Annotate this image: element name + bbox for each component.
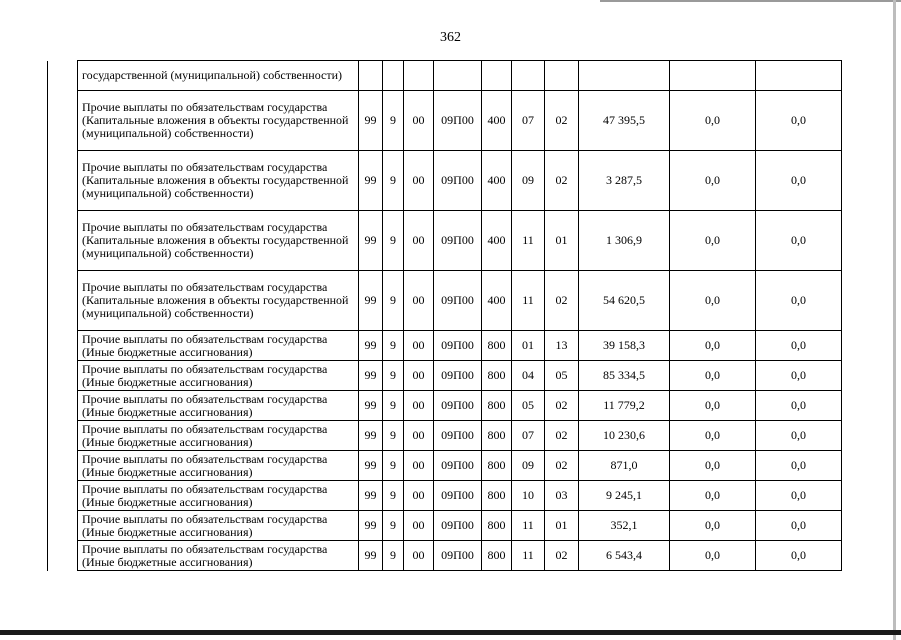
empty-cell — [383, 61, 404, 91]
amount-cell: 0,0 — [670, 211, 756, 271]
row-name: Прочие выплаты по обязательствам государства (Капитальные вложения в объекты государственной (муниципальной) собственности) — [78, 91, 359, 151]
margin-cell — [48, 361, 78, 391]
code-cell: 800 — [482, 511, 512, 541]
code-cell: 99 — [359, 151, 383, 211]
row-name: Прочие выплаты по обязательствам государства (Иные бюджетные ассигнования) — [78, 361, 359, 391]
margin-cell — [48, 61, 78, 91]
table-row — [48, 151, 842, 211]
row-name: Прочие выплаты по обязательствам государства (Иные бюджетные ассигнования) — [78, 481, 359, 511]
amount-cell: 0,0 — [756, 511, 842, 541]
code-cell: 800 — [482, 361, 512, 391]
amount-cell: 39 158,3 — [579, 331, 670, 361]
row-name: Прочие выплаты по обязательствам государства (Иные бюджетные ассигнования) — [78, 421, 359, 451]
code-cell: 02 — [545, 151, 579, 211]
empty-cell — [482, 61, 512, 91]
row-name: Прочие выплаты по обязательствам государства (Капитальные вложения в объекты государственной (муниципальной) собственности) — [78, 151, 359, 211]
margin-cell — [48, 481, 78, 511]
code-cell: 99 — [359, 421, 383, 451]
code-cell: 00 — [404, 151, 434, 211]
code-cell: 00 — [404, 541, 434, 571]
scan-right-edge — [893, 0, 896, 640]
code-cell: 09П00 — [434, 331, 482, 361]
amount-cell: 0,0 — [670, 451, 756, 481]
code-cell: 02 — [545, 451, 579, 481]
code-cell: 400 — [482, 151, 512, 211]
code-cell: 00 — [404, 451, 434, 481]
empty-cell — [756, 61, 842, 91]
code-cell: 07 — [512, 91, 545, 151]
amount-cell: 0,0 — [756, 451, 842, 481]
code-cell: 02 — [545, 541, 579, 571]
amount-cell: 0,0 — [756, 421, 842, 451]
amount-cell: 0,0 — [670, 541, 756, 571]
row-name: Прочие выплаты по обязательствам государства (Иные бюджетные ассигнования) — [78, 541, 359, 571]
code-cell: 00 — [404, 331, 434, 361]
code-cell: 800 — [482, 451, 512, 481]
code-cell: 99 — [359, 271, 383, 331]
amount-cell: 47 395,5 — [579, 91, 670, 151]
amount-cell: 0,0 — [756, 541, 842, 571]
table-row — [48, 481, 842, 511]
code-cell: 99 — [359, 511, 383, 541]
code-cell: 00 — [404, 211, 434, 271]
code-cell: 800 — [482, 391, 512, 421]
code-cell: 07 — [512, 421, 545, 451]
table-row — [48, 331, 842, 361]
code-cell: 9 — [383, 91, 404, 151]
code-cell: 02 — [545, 421, 579, 451]
code-cell: 400 — [482, 271, 512, 331]
amount-cell: 0,0 — [670, 151, 756, 211]
margin-cell — [48, 211, 78, 271]
amount-cell: 0,0 — [670, 421, 756, 451]
code-cell: 9 — [383, 331, 404, 361]
code-cell: 01 — [545, 511, 579, 541]
code-cell: 11 — [512, 511, 545, 541]
code-cell: 09П00 — [434, 91, 482, 151]
code-cell: 09П00 — [434, 541, 482, 571]
amount-cell: 0,0 — [670, 511, 756, 541]
code-cell: 05 — [545, 361, 579, 391]
code-cell: 01 — [512, 331, 545, 361]
row-name: Прочие выплаты по обязательствам государства (Иные бюджетные ассигнования) — [78, 391, 359, 421]
amount-cell: 0,0 — [670, 361, 756, 391]
code-cell: 09 — [512, 451, 545, 481]
code-cell: 09П00 — [434, 391, 482, 421]
code-cell: 09П00 — [434, 481, 482, 511]
code-cell: 9 — [383, 481, 404, 511]
page-number: 362 — [440, 30, 461, 45]
table-row — [48, 511, 842, 541]
table-row — [48, 211, 842, 271]
code-cell: 11 — [512, 271, 545, 331]
code-cell: 800 — [482, 481, 512, 511]
code-cell: 13 — [545, 331, 579, 361]
amount-cell: 9 245,1 — [579, 481, 670, 511]
code-cell: 800 — [482, 541, 512, 571]
code-cell: 9 — [383, 451, 404, 481]
amount-cell: 0,0 — [670, 481, 756, 511]
margin-cell — [48, 511, 78, 541]
empty-cell — [434, 61, 482, 91]
amount-cell: 6 543,4 — [579, 541, 670, 571]
amount-cell: 85 334,5 — [579, 361, 670, 391]
amount-cell: 10 230,6 — [579, 421, 670, 451]
table-row — [48, 541, 842, 571]
code-cell: 9 — [383, 211, 404, 271]
code-cell: 00 — [404, 391, 434, 421]
empty-cell — [670, 61, 756, 91]
scan-top-edge — [600, 0, 901, 2]
amount-cell: 0,0 — [756, 211, 842, 271]
table-row-continuation — [48, 61, 842, 91]
code-cell: 09П00 — [434, 511, 482, 541]
amount-cell: 0,0 — [756, 391, 842, 421]
code-cell: 99 — [359, 91, 383, 151]
code-cell: 02 — [545, 91, 579, 151]
amount-cell: 3 287,5 — [579, 151, 670, 211]
empty-cell — [404, 61, 434, 91]
empty-cell — [579, 61, 670, 91]
scan-bottom-edge — [0, 630, 901, 635]
code-cell: 00 — [404, 511, 434, 541]
code-cell: 11 — [512, 211, 545, 271]
code-cell: 99 — [359, 541, 383, 571]
code-cell: 99 — [359, 211, 383, 271]
margin-cell — [48, 271, 78, 331]
code-cell: 02 — [545, 391, 579, 421]
code-cell: 00 — [404, 91, 434, 151]
code-cell: 09П00 — [434, 421, 482, 451]
code-cell: 400 — [482, 211, 512, 271]
amount-cell: 0,0 — [756, 481, 842, 511]
table-row — [48, 91, 842, 151]
code-cell: 99 — [359, 481, 383, 511]
margin-cell — [48, 451, 78, 481]
table-row — [48, 421, 842, 451]
amount-cell: 352,1 — [579, 511, 670, 541]
code-cell: 00 — [404, 421, 434, 451]
empty-cell — [359, 61, 383, 91]
code-cell: 01 — [545, 211, 579, 271]
amount-cell: 1 306,9 — [579, 211, 670, 271]
amount-cell: 11 779,2 — [579, 391, 670, 421]
table-body — [48, 61, 842, 571]
margin-cell — [48, 331, 78, 361]
code-cell: 04 — [512, 361, 545, 391]
code-cell: 9 — [383, 271, 404, 331]
row-name: государственной (муниципальной) собственности) — [78, 61, 359, 91]
code-cell: 02 — [545, 271, 579, 331]
budget-table — [47, 60, 842, 571]
code-cell: 99 — [359, 451, 383, 481]
table-row — [48, 361, 842, 391]
margin-cell — [48, 391, 78, 421]
amount-cell: 0,0 — [756, 271, 842, 331]
amount-cell: 0,0 — [670, 271, 756, 331]
row-name: Прочие выплаты по обязательствам государства (Иные бюджетные ассигнования) — [78, 331, 359, 361]
code-cell: 09П00 — [434, 151, 482, 211]
amount-cell: 871,0 — [579, 451, 670, 481]
code-cell: 9 — [383, 151, 404, 211]
empty-cell — [545, 61, 579, 91]
code-cell: 09П00 — [434, 211, 482, 271]
row-name: Прочие выплаты по обязательствам государства (Иные бюджетные ассигнования) — [78, 511, 359, 541]
code-cell: 09П00 — [434, 271, 482, 331]
row-name: Прочие выплаты по обязательствам государства (Иные бюджетные ассигнования) — [78, 451, 359, 481]
amount-cell: 0,0 — [670, 91, 756, 151]
margin-cell — [48, 541, 78, 571]
amount-cell: 0,0 — [756, 361, 842, 391]
empty-cell — [512, 61, 545, 91]
code-cell: 10 — [512, 481, 545, 511]
amount-cell: 0,0 — [756, 331, 842, 361]
row-name: Прочие выплаты по обязательствам государства (Капитальные вложения в объекты государственной (муниципальной) собственности) — [78, 211, 359, 271]
table-row — [48, 271, 842, 331]
code-cell: 09 — [512, 151, 545, 211]
amount-cell: 0,0 — [756, 151, 842, 211]
margin-cell — [48, 151, 78, 211]
margin-cell — [48, 91, 78, 151]
margin-cell — [48, 421, 78, 451]
code-cell: 9 — [383, 511, 404, 541]
code-cell: 00 — [404, 481, 434, 511]
code-cell: 05 — [512, 391, 545, 421]
row-name: Прочие выплаты по обязательствам государства (Капитальные вложения в объекты государственной (муниципальной) собственности) — [78, 271, 359, 331]
code-cell: 99 — [359, 361, 383, 391]
code-cell: 00 — [404, 361, 434, 391]
code-cell: 09П00 — [434, 451, 482, 481]
amount-cell: 54 620,5 — [579, 271, 670, 331]
code-cell: 00 — [404, 271, 434, 331]
code-cell: 99 — [359, 331, 383, 361]
code-cell: 400 — [482, 91, 512, 151]
code-cell: 9 — [383, 391, 404, 421]
code-cell: 9 — [383, 361, 404, 391]
table-row — [48, 391, 842, 421]
code-cell: 800 — [482, 331, 512, 361]
amount-cell: 0,0 — [670, 391, 756, 421]
code-cell: 9 — [383, 541, 404, 571]
code-cell: 03 — [545, 481, 579, 511]
amount-cell: 0,0 — [756, 91, 842, 151]
code-cell: 99 — [359, 391, 383, 421]
code-cell: 800 — [482, 421, 512, 451]
code-cell: 09П00 — [434, 361, 482, 391]
amount-cell: 0,0 — [670, 331, 756, 361]
table-row — [48, 451, 842, 481]
code-cell: 9 — [383, 421, 404, 451]
code-cell: 11 — [512, 541, 545, 571]
